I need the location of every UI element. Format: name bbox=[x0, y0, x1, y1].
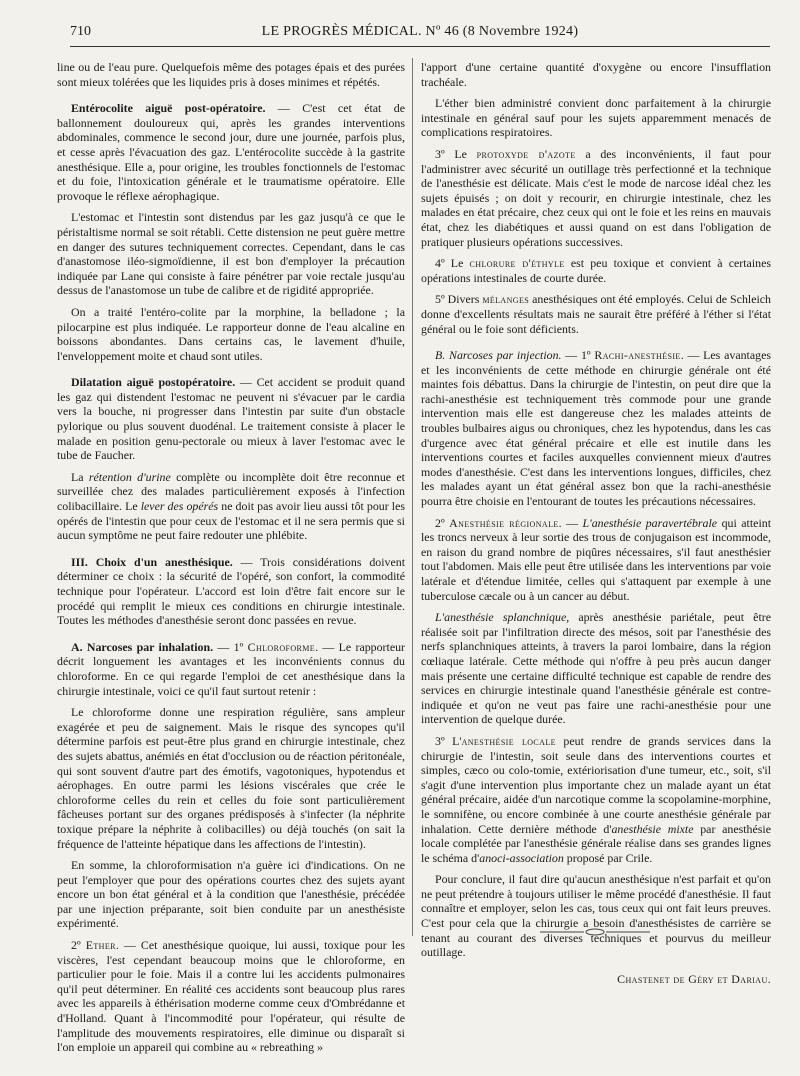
paragraph-locale bbox=[421, 734, 771, 865]
paragraph: Pour conclure, il faut dire qu'aucun anesthésique n'est parfait et qu'on ne peut prétendre à toujours utiliser le même procédé d'anesthésie. Il faut connaître et employer, selon les cas, tous ceux qui ont fait leurs preuves. C'est pour cela que la chirurgie a besoin d'anesthésistes de carrière se tenant au courant des diverses techniques et pourvus du meilleur outillage. bbox=[421, 872, 771, 960]
paragraph-text: a des inconvénients, il faut pour l'administrer avec sécurité un outillage très perfectionné et la technique de l'anesthésie est délicate. Mais c'est le mode de narcose idéal chez les sujets épuisés ; on doit y recourir, en chirurgie intestinale, chez les malades en état précaire, chez ceux qui ont le foie et les reins en mauvais état, chez les diabétiques et aussi quand on est dans l'obligation de pratiquer plusieurs opérations successives. bbox=[421, 146, 771, 249]
small-caps-term: Chloroforme bbox=[247, 639, 316, 654]
paragraph-dilatation bbox=[57, 375, 405, 463]
paragraph-text: . — bbox=[558, 515, 583, 530]
paragraph-text: . — Les avantages et les inconvénients de cette méthode en chirurgie générale ont été maintes fois débattus. Dans la chirurgie de l'intestin, on peut dire que la rachi-anesthésie est techniquement très commode pour une grande intervention mais elle est dangereuse chez les malades atteints de troubles bulbaires aigus ou chroniques, chez les hypotendus, dans les cas d'urgence avec état général précaire et elle est inutile dans les interventions courtes et faciles auxquelles conviennent mieux d'autres modes d'anesthésie. C'est dans les interventions longues, difficiles, chez les malades ayant un état général assez bon que la rachi-anesthésie pourra être choisie en l'entourant de toutes les précautions nécessaires. bbox=[421, 348, 771, 509]
paragraph-text: 2º bbox=[71, 938, 86, 953]
paragraph-text: 4º Le bbox=[435, 256, 470, 271]
italic-term: rétention d'urine bbox=[88, 469, 171, 484]
running-title: LE PROGRÈS MÉDICAL. Nº 46 (8 Novembre 1924) bbox=[261, 24, 579, 39]
paragraph-ether bbox=[57, 938, 405, 1055]
paragraph-text: 5º Divers bbox=[435, 292, 483, 307]
italic-term: L'anesthésie paravertébrale bbox=[582, 515, 718, 530]
paragraph: l'apport d'une certaine quantité d'oxygène ou encore l'insufflation trachéale. bbox=[421, 60, 771, 89]
page-header bbox=[70, 24, 770, 44]
italic-term: anoci-association bbox=[479, 850, 564, 865]
paragraph-regionale bbox=[421, 516, 771, 604]
paragraph: L'estomac et l'intestin sont distendus par les gaz jusqu'à ce que le péristaltisme normal se soit rétabli. Cette distension ne peut guère mettre en danger des sutures techniquement correctes. Cependant, dans le cas d'anastomose iléo-sigmoïdienne, il est bon d'employer la précaution indiquée par Lane qui consiste à faire pénétrer par voie rectale jusqu'au dessus de l'anastomose un tube de calibre et de rigidité appropriée. bbox=[57, 210, 405, 298]
section-heading: III. Choix d'un anesthésique. bbox=[71, 554, 233, 569]
paragraph-text: — C'est cet état de ballonnement douloureux qui, après les grandes interventions abdominales, commence le second jour, dure une journée, parfois plus, et cesse après l'évacuation des gaz. L'entérocolite succède à la gastrite anesthésique. Elle a, pour origine, les troubles fonctionnels de l'estomac et du foie, l'intoxication générale et le traumatisme opératoire. Elle provoque le réflexe aérophagique. bbox=[57, 101, 406, 203]
paragraph: L'éther bien administré convient donc parfaitement à la chirurgie intestinale en général sauf pour les sujets apparemment menacés de complications respiratoires. bbox=[421, 96, 771, 140]
paragraph-melanges bbox=[421, 292, 771, 336]
paragraph-text: 2º bbox=[435, 515, 450, 530]
header-rule bbox=[70, 46, 770, 47]
paragraph-text: — Trois considérations doivent déterminer ce choix : la sécurité de l'opéré, son confort, la commodité technique pour l'opérateur. L'accord est loin d'être fait encore sur le procédé qui remplit le mieux ces conditions en chirurgie intestinale. Toutes les méthodes d'anesthésie seront donc passées en revue. bbox=[57, 554, 405, 628]
column-divider bbox=[412, 58, 413, 936]
paragraph-text: qui atteint les troncs nerveux à leur sortie des trous de conjugaison est incommode, en raison du grand nombre de piqûres nécessaires, s'il faut anesthésier tout l'abdomen. Mais elle peut être utilisée dans les interventions par voie latérale et d'étendue limitée, celles qui s'attaquent par exemple à une tuberculose cæcale ou à un cancer au début. bbox=[421, 515, 771, 603]
paragraph-injection bbox=[421, 348, 771, 509]
small-caps-term: mélanges bbox=[482, 292, 530, 307]
section-heading: A. Narcoses par inhalation. bbox=[71, 639, 214, 654]
small-caps-term: Anesthésie régionale bbox=[449, 515, 559, 530]
paragraph-enterocolite bbox=[57, 101, 405, 203]
paragraph-protoxyde bbox=[421, 147, 771, 249]
paragraph-text: par anesthésie locale complétée par l'anesthésie générale réalise dans ses grandes lignes le schéma d' bbox=[421, 821, 771, 865]
paragraph: Le chloroforme donne une respiration régulière, sans ampleur exagérée et peu de saignement. Mais le risque des syncopes qu'il détermine parfois est peut-être plus grand en chirurgie intestinale, chez des sujets abattus, anémiés en état d'occlusion ou de réaction péritonéale, qui sont souvent d'autre part des émotifs, vagotoniques, hypotendus et aérophages. En outre parmi les lésions viscérales que crée le chloroforme celles du rein et celles du foie sont particulièrement fâcheuses portant sur des organes prédisposés à s'infecter (la néphrite toxique prépare la néphrite à colibacilles) ou déjà touchés (on sait la fréquence de l'atteinte hépatique dans les affections de l'intestin). bbox=[57, 705, 405, 851]
small-caps-term: anesthésie locale bbox=[461, 733, 556, 748]
signature: Chastenet de Géry et Dariau. bbox=[617, 971, 771, 986]
paragraph-text: 3º Le bbox=[435, 146, 477, 161]
left-column bbox=[57, 60, 405, 1062]
paragraph-text: anesthésiques ont été employés. Celui de Schleich donne d'excellents résultats mais ne saurait être préféré à l'éther si l'état général ou le foie sont déficients. bbox=[421, 292, 772, 336]
small-caps-term: Rachi-anesthésie bbox=[594, 348, 681, 363]
italic-term: L'anesthésie splanchnique bbox=[435, 610, 567, 625]
paragraph: En somme, la chloroformisation n'a guère ici d'indications. On ne peut l'employer que pour des opérations courtes chez des sujets ayant encore un bon état général et à la condition que l'anesthésie, précédée par une injection préparante, soit bien conduite par un anesthésiste expérimenté. bbox=[57, 858, 405, 931]
paragraph-text: — 1º bbox=[561, 348, 595, 363]
small-caps-term: chlorure d'éthyle bbox=[469, 256, 565, 271]
paragraph-text: 3º L' bbox=[435, 733, 462, 748]
paragraph-text: complète ou incomplète doit être reconnue et surveillée chez des malades particulièrement exposés à l'infection colibacillaire. Le bbox=[57, 469, 405, 514]
small-caps-term: Ether bbox=[85, 938, 116, 953]
paragraph-splanchnique bbox=[421, 610, 771, 727]
section-heading: Dilatation aiguë postopératoire. bbox=[71, 375, 236, 390]
paragraph-text: . — Le rapporteur décrit longuement les avantages et les inconvénients connus du chloroforme. En ce qui regarde l'emploi de cet anesthésique dans la chirurgie intestinale, voici ce qu'il faut surtout retenir : bbox=[57, 639, 405, 698]
paragraph-choix bbox=[57, 555, 405, 628]
paragraph-text: , après anesthésie pariétale, peut être réalisée soit par l'infiltration directe des mésos, soit par l'anesthésie des nerfs splanchniques atteints, à travers la paroi lombaire, dans la région cœliaque latérale. Cette méthode qui n'offre à peu près aucun danger mais présente une certaine difficulté technique est capable de rendre des services en chirurgie intestinale quand l'anesthésie générale est contre-indiquée et qu'on ne veut pas faire une rachi-anesthésie pour une intervention de quelque durée. bbox=[421, 610, 771, 727]
paragraph-text: ne doit pas avoir lieu aussi tôt pour les opérés de l'intestin que pour ceux de l'estomac et il ne sera permis que si aucun symptôme ne peut faire redouter une phlébite. bbox=[57, 499, 405, 543]
italic-term: anesthésie mixte bbox=[611, 821, 694, 836]
paragraph-retention bbox=[57, 470, 405, 543]
page-number: 710 bbox=[70, 24, 91, 39]
paragraph-text: proposé par Crile. bbox=[563, 850, 653, 865]
paragraph: On a traité l'entéro-colite par la morphine, la belladone ; la pilocarpine est plus indiquée. Le rapporteur donne de l'eau alcaline en boissons abondantes. Dans certains cas, le lavement d'huile, l'enveloppement moite et chaud sont utiles. bbox=[57, 304, 405, 363]
paragraph-text: peut rendre de grands services dans la chirurgie de l'intestin, soit seule dans des interventions courtes et simples, cæco ou colo-tomie, extériorisation d'une tumeur, etc., soit, s'il s'agit d'une intervention plus importante chez un malade ayant un état général précaire, aidée d'un narcotique comme la scopolamine-morphine, le somnifène, ou encore combinée à une courte anesthésie générale par inhalation. Cette dernière méthode d' bbox=[421, 733, 772, 836]
paragraph-text: — Cet accident se produit quand les gaz qui distendent l'estomac ne peuvent ni s'évacuer par le cardia vers la bouche, ni progresser dans l'intestin par suite d'un obstacle pylorique ou plus souvent duodénal. Le traitement consiste à placer le malade en position genu-pectorale ou mieux à laver l'estomac avec le tube de Faucher. bbox=[57, 375, 405, 463]
paragraph-text: est peu toxique et convient à certaines opérations intestinales de courte durée. bbox=[421, 256, 771, 285]
paragraph-text: La bbox=[71, 469, 89, 484]
section-heading: B. Narcoses par injection. bbox=[435, 348, 562, 363]
paragraph-inhalation bbox=[57, 640, 405, 698]
paragraph-text: . — Cet anesthésique quoique, lui aussi, toxique pour les viscères, l'est cependant beaucoup moins que le chloroforme, en particulier pour le foie. Mais il a contre lui les accidents pulmonaires qu'il peut déterminer. En réalité ces accidents sont beaucoup plus rares avec les appareils à éthérisation moderne comme ceux d'Ombrédanne et d'Holland. Quant à l'incommodité pour l'opérateur, qui résulte de l'amplitude des mouvements respiratoires, elle diminue ou disparaît si l'on emploie un appareil qui combine au « rebreathing » bbox=[57, 938, 405, 1055]
paragraph-chlorure bbox=[421, 256, 771, 285]
small-caps-term: protoxyde d'azote bbox=[476, 146, 576, 161]
paragraph: line ou de l'eau pure. Quelquefois même des potages épais et des purées sont mieux tolérées que les liquides pris à doses minimes et répétés. bbox=[57, 60, 405, 89]
section-heading: Entérocolite aiguë post-opératoire. bbox=[71, 101, 266, 116]
right-column bbox=[421, 60, 771, 993]
italic-term: lever des opérés bbox=[140, 499, 219, 514]
paragraph-text: — 1º bbox=[213, 639, 248, 654]
end-ornament-icon bbox=[540, 928, 650, 936]
